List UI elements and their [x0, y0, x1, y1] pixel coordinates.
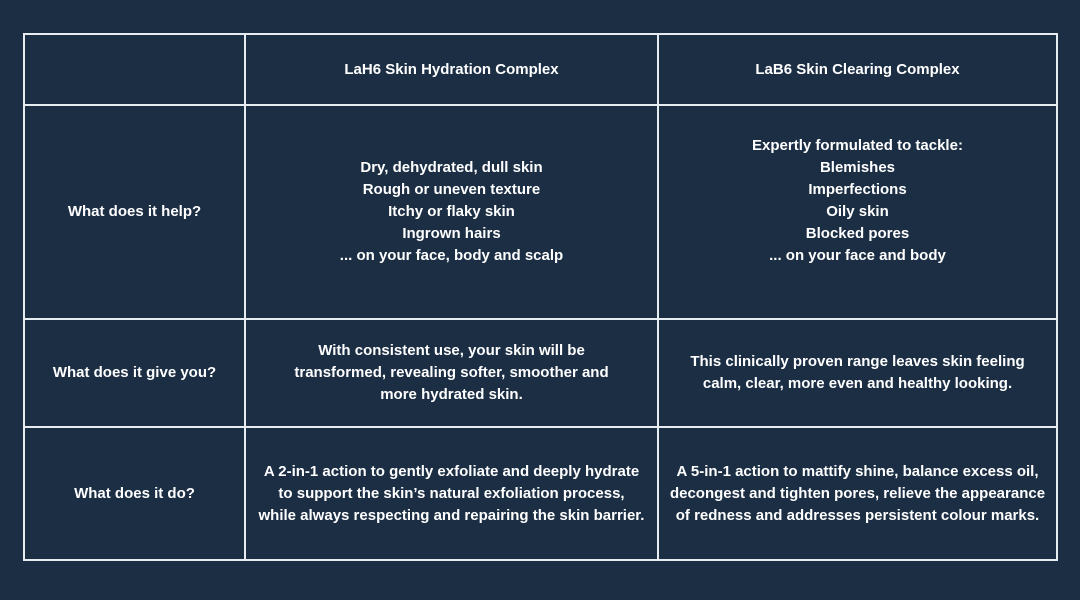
list-item: Blocked pores	[805, 225, 910, 242]
lab6-give-cell	[657, 318, 1058, 428]
list-item: Oily skin	[826, 203, 889, 220]
header-lab6	[657, 33, 1058, 106]
list-item: Rough or uneven texture	[362, 181, 541, 198]
row-label-help-text: What does it help?	[67, 203, 202, 220]
lah6-help-cell	[244, 104, 659, 320]
header-lah6-label: LaH6 Skin Hydration Complex	[344, 60, 559, 78]
list-item: Expertly formulated to tackle:	[752, 137, 963, 154]
lah6-do-text: A 2-in-1 action to gently exfoliate and deeply hydrate to support the skin’s natural exfoliation process, while always respecting and repairing the skin barrier.	[258, 462, 645, 524]
list-item: Dry, dehydrated, dull skin	[360, 159, 543, 176]
row-label-give	[23, 318, 246, 428]
lah6-do-cell	[244, 426, 659, 561]
lab6-give-text: This clinically proven range leaves skin feeling calm, clear, more even and healthy looking.	[690, 353, 1025, 392]
header-empty-cell	[23, 33, 246, 106]
lab6-help-cell	[657, 104, 1058, 320]
lab6-do-cell	[657, 426, 1058, 561]
row-label-do	[23, 426, 246, 561]
list-item: ... on your face and body	[769, 247, 946, 264]
row-label-help	[23, 104, 246, 320]
row-label-do-text: What does it do?	[74, 484, 195, 502]
header-lah6	[244, 33, 659, 106]
list-item: Itchy or flaky skin	[388, 203, 515, 220]
header-lab6-label: LaB6 Skin Clearing Complex	[755, 60, 960, 78]
comparison-table	[23, 33, 1058, 561]
lah6-give-cell	[244, 318, 659, 428]
list-item: ... on your face, body and scalp	[339, 247, 564, 264]
lah6-give-text: With consistent use, your skin will be transformed, revealing softer, smoother and more hydrated skin.	[294, 342, 609, 403]
lab6-do-text: A 5-in-1 action to mattify shine, balance excess oil, decongest and tighten pores, relieve the appearance of redness and addresses persistent colour marks.	[669, 462, 1046, 524]
list-item: Ingrown hairs	[402, 225, 501, 242]
list-item: Imperfections	[808, 181, 907, 198]
row-label-give-text: What does it give you?	[52, 364, 217, 381]
list-item: Blemishes	[819, 159, 896, 176]
